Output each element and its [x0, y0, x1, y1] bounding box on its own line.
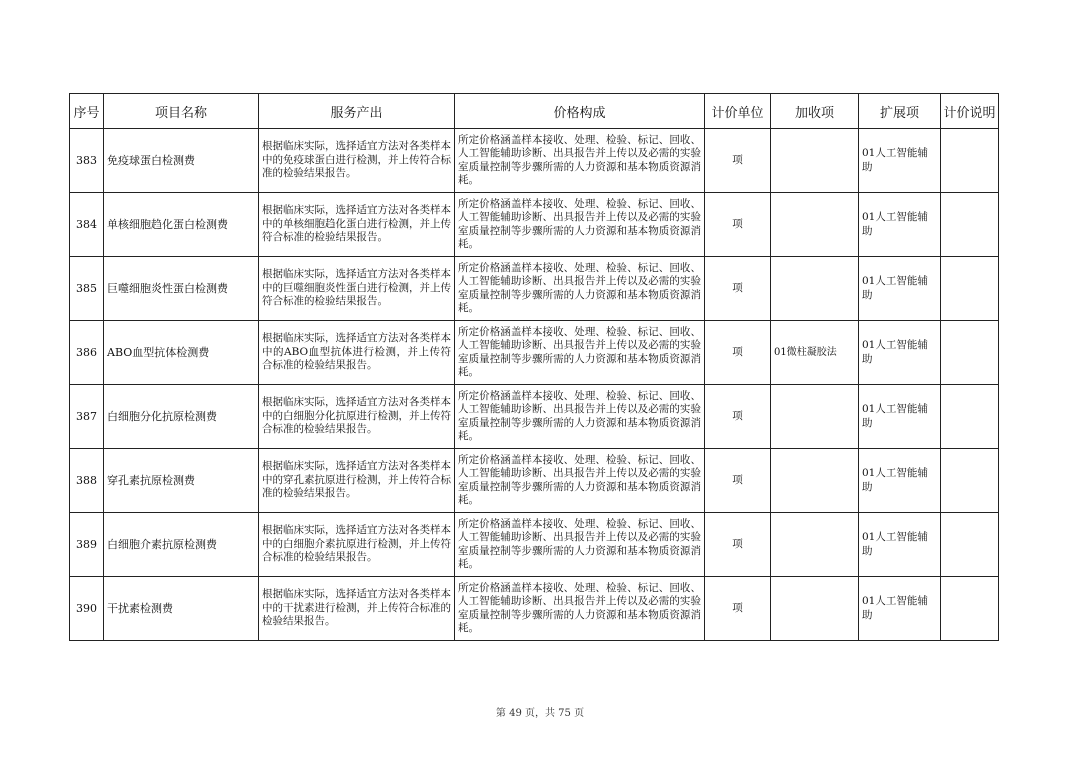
table-row — [70, 193, 999, 257]
cell-price: 所定价格涵盖样本接收、处理、检验、标记、回收、人工智能辅助诊断、出具报告并上传以及必需的实验室质量控制等步骤所需的人力资源和基本物质资源消耗。 — [455, 513, 705, 577]
cell-unit: 项 — [705, 257, 771, 321]
cell-extension: 01人工智能辅助 — [859, 385, 941, 449]
cell-name: 免疫球蛋白检测费 — [104, 129, 259, 193]
cell-name: 穿孔素抗原检测费 — [104, 449, 259, 513]
pricing-table — [69, 93, 999, 641]
header-row — [70, 94, 999, 129]
cell-unit: 项 — [705, 449, 771, 513]
cell-no: 384 — [70, 193, 104, 257]
cell-note — [941, 449, 999, 513]
cell-note — [941, 513, 999, 577]
cell-extension: 01人工智能辅助 — [859, 257, 941, 321]
table-row — [70, 257, 999, 321]
cell-no: 389 — [70, 513, 104, 577]
cell-note — [941, 257, 999, 321]
cell-additional — [771, 449, 859, 513]
cell-output: 根据临床实际，选择适宜方法对各类样本中的ABO血型抗体进行检测，并上传符合标准的检验结果报告。 — [259, 321, 455, 385]
cell-name: 巨噬细胞炎性蛋白检测费 — [104, 257, 259, 321]
table-row — [70, 449, 999, 513]
cell-extension: 01人工智能辅助 — [859, 449, 941, 513]
header-output: 服务产出 — [259, 94, 455, 129]
cell-additional — [771, 577, 859, 641]
cell-additional — [771, 513, 859, 577]
cell-name: 干扰素检测费 — [104, 577, 259, 641]
cell-note — [941, 577, 999, 641]
table-row — [70, 513, 999, 577]
cell-note — [941, 193, 999, 257]
cell-additional — [771, 129, 859, 193]
page-number: 第 49 页，共 75 页 — [495, 708, 585, 719]
cell-extension: 01人工智能辅助 — [859, 193, 941, 257]
cell-extension: 01人工智能辅助 — [859, 129, 941, 193]
cell-price: 所定价格涵盖样本接收、处理、检验、标记、回收、人工智能辅助诊断、出具报告并上传以及必需的实验室质量控制等步骤所需的人力资源和基本物质资源消耗。 — [455, 385, 705, 449]
cell-note — [941, 385, 999, 449]
cell-additional: 01微柱凝胶法 — [771, 321, 859, 385]
cell-name: 白细胞分化抗原检测费 — [104, 385, 259, 449]
cell-name: ABO血型抗体检测费 — [104, 321, 259, 385]
header-note: 计价说明 — [941, 94, 999, 129]
cell-note — [941, 321, 999, 385]
cell-extension: 01人工智能辅助 — [859, 513, 941, 577]
cell-note — [941, 129, 999, 193]
header-unit: 计价单位 — [705, 94, 771, 129]
table-row — [70, 129, 999, 193]
cell-output: 根据临床实际，选择适宜方法对各类样本中的白细胞分化抗原进行检测，并上传符合标准的检验结果报告。 — [259, 385, 455, 449]
cell-unit: 项 — [705, 129, 771, 193]
cell-price: 所定价格涵盖样本接收、处理、检验、标记、回收、人工智能辅助诊断、出具报告并上传以及必需的实验室质量控制等步骤所需的人力资源和基本物质资源消耗。 — [455, 193, 705, 257]
header-name: 项目名称 — [104, 94, 259, 129]
cell-output: 根据临床实际，选择适宜方法对各类样本中的穿孔素抗原进行检测，并上传符合标准的检验结果报告。 — [259, 449, 455, 513]
cell-unit: 项 — [705, 321, 771, 385]
cell-additional — [771, 385, 859, 449]
cell-unit: 项 — [705, 193, 771, 257]
cell-no: 387 — [70, 385, 104, 449]
cell-price: 所定价格涵盖样本接收、处理、检验、标记、回收、人工智能辅助诊断、出具报告并上传以及必需的实验室质量控制等步骤所需的人力资源和基本物质资源消耗。 — [455, 321, 705, 385]
cell-additional — [771, 193, 859, 257]
header-extension: 扩展项 — [859, 94, 941, 129]
cell-unit: 项 — [705, 577, 771, 641]
cell-output: 根据临床实际，选择适宜方法对各类样本中的巨噬细胞炎性蛋白进行检测，并上传符合标准的检验结果报告。 — [259, 257, 455, 321]
cell-no: 388 — [70, 449, 104, 513]
header-additional: 加收项 — [771, 94, 859, 129]
table-row — [70, 321, 999, 385]
cell-name: 白细胞介素抗原检测费 — [104, 513, 259, 577]
cell-name: 单核细胞趋化蛋白检测费 — [104, 193, 259, 257]
cell-no: 386 — [70, 321, 104, 385]
table-row — [70, 577, 999, 641]
cell-output: 根据临床实际，选择适宜方法对各类样本中的免疫球蛋白进行检测，并上传符合标准的检验结果报告。 — [259, 129, 455, 193]
cell-no: 385 — [70, 257, 104, 321]
cell-additional — [771, 257, 859, 321]
cell-extension: 01人工智能辅助 — [859, 577, 941, 641]
cell-price: 所定价格涵盖样本接收、处理、检验、标记、回收、人工智能辅助诊断、出具报告并上传以及必需的实验室质量控制等步骤所需的人力资源和基本物质资源消耗。 — [455, 577, 705, 641]
header-price: 价格构成 — [455, 94, 705, 129]
cell-output: 根据临床实际，选择适宜方法对各类样本中的单核细胞趋化蛋白进行检测，并上传符合标准的检验结果报告。 — [259, 193, 455, 257]
cell-extension: 01人工智能辅助 — [859, 321, 941, 385]
cell-output: 根据临床实际，选择适宜方法对各类样本中的干扰素进行检测，并上传符合标准的检验结果报告。 — [259, 577, 455, 641]
table-row — [70, 385, 999, 449]
cell-no: 390 — [70, 577, 104, 641]
cell-price: 所定价格涵盖样本接收、处理、检验、标记、回收、人工智能辅助诊断、出具报告并上传以及必需的实验室质量控制等步骤所需的人力资源和基本物质资源消耗。 — [455, 449, 705, 513]
cell-price: 所定价格涵盖样本接收、处理、检验、标记、回收、人工智能辅助诊断、出具报告并上传以及必需的实验室质量控制等步骤所需的人力资源和基本物质资源消耗。 — [455, 129, 705, 193]
cell-unit: 项 — [705, 385, 771, 449]
cell-price: 所定价格涵盖样本接收、处理、检验、标记、回收、人工智能辅助诊断、出具报告并上传以及必需的实验室质量控制等步骤所需的人力资源和基本物质资源消耗。 — [455, 257, 705, 321]
cell-no: 383 — [70, 129, 104, 193]
cell-unit: 项 — [705, 513, 771, 577]
cell-output: 根据临床实际，选择适宜方法对各类样本中的白细胞介素抗原进行检测，并上传符合标准的检验结果报告。 — [259, 513, 455, 577]
header-no: 序号 — [70, 94, 104, 129]
